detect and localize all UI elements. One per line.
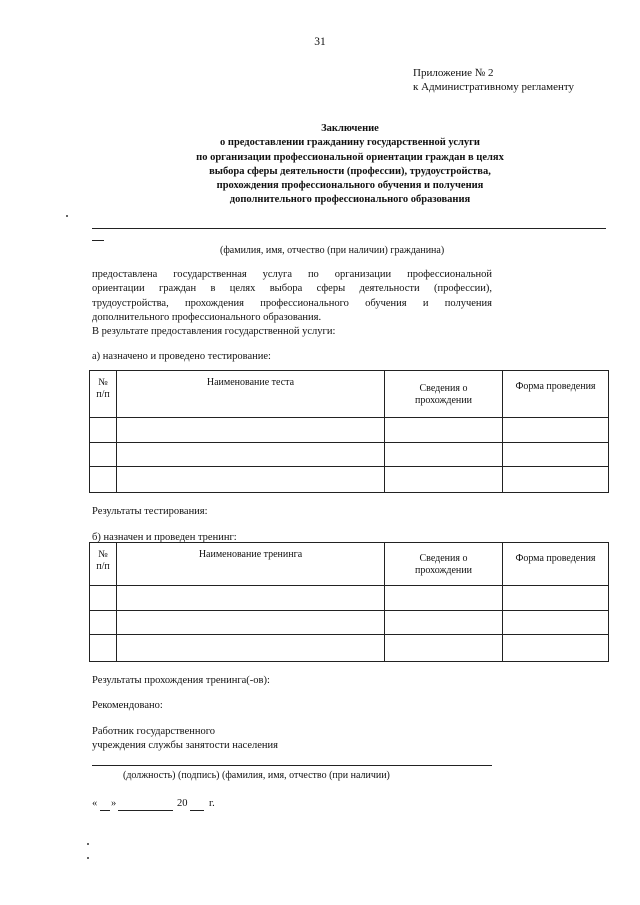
date-year-prefix: 20 (177, 798, 188, 809)
date-year-blank[interactable] (190, 810, 204, 811)
page-number: 31 (314, 36, 326, 48)
signature-caption: (должность) (подпись) (фамилия, имя, отчество (при наличии) (123, 770, 390, 781)
annex-line-1: Приложение № 2 (413, 67, 494, 79)
document-title (150, 122, 550, 208)
testing-table-row (90, 443, 609, 467)
training-header-num-line-2: п/п (96, 561, 110, 572)
training-table-row (90, 611, 609, 635)
table-cell[interactable] (503, 586, 609, 611)
citizen-name-line (92, 228, 606, 229)
testing-table-row (90, 467, 609, 493)
table-cell[interactable] (503, 418, 609, 443)
testing-header-num (90, 371, 117, 418)
table-cell[interactable] (117, 635, 385, 662)
training-header-info-line-1: Сведения о (419, 553, 468, 564)
training-table (89, 542, 609, 662)
testing-table-row (90, 418, 609, 443)
paragraph-line-2: ориентации граждан в целях выбора сферы деятельности (профессии), (92, 283, 492, 295)
employee-block (92, 725, 278, 753)
title-line-1: о предоставлении гражданину государственной услуги (220, 137, 480, 149)
testing-header-name: Наименование теста (117, 371, 385, 418)
title-line-3: выбора сферы деятельности (профессии), трудоустройства, (209, 165, 491, 177)
date-open-quote: « (92, 798, 98, 809)
title-line-4: прохождения профессионального обучения и получения (216, 180, 484, 192)
testing-results-label: Результаты тестирования: (92, 506, 208, 517)
table-cell[interactable] (503, 611, 609, 635)
training-label: б) назначен и проведен тренинг: (92, 532, 237, 543)
table-cell[interactable] (385, 467, 503, 493)
citizen-name-caption: (фамилия, имя, отчество (при наличии) гражданина) (220, 245, 445, 256)
table-cell[interactable] (117, 418, 385, 443)
recommended-label: Рекомендовано: (92, 700, 163, 711)
testing-table-header (90, 371, 609, 418)
table-cell[interactable] (90, 467, 117, 493)
table-cell[interactable] (385, 443, 503, 467)
testing-header-info-line-2: прохождении (415, 395, 472, 406)
testing-header-info-line-1: Сведения о (419, 383, 468, 394)
testing-header-num-line-1: № (98, 377, 108, 388)
annex-header (413, 66, 574, 94)
title-line-5: дополнительного профессионального образования (229, 194, 471, 206)
employee-line-2: учреждения службы занятости населения (92, 740, 278, 751)
training-table-row (90, 586, 609, 611)
table-cell[interactable] (385, 418, 503, 443)
table-cell[interactable] (503, 635, 609, 662)
training-header-num (90, 543, 117, 586)
date-month-blank[interactable] (118, 810, 173, 811)
table-cell[interactable] (90, 635, 117, 662)
table-cell[interactable] (90, 418, 117, 443)
date-close-quote: » (111, 798, 117, 809)
result-intro: В результате предоставления государственной услуги: (92, 326, 336, 338)
scan-speck (87, 857, 89, 859)
signature-line (92, 765, 492, 766)
table-cell[interactable] (503, 443, 609, 467)
scan-speck (87, 843, 89, 845)
date-year-suffix: г. (209, 798, 215, 809)
citizen-name-line-tick (92, 240, 104, 241)
table-cell[interactable] (503, 467, 609, 493)
table-cell[interactable] (117, 443, 385, 467)
paragraph-line-3: трудоустройства, прохождения профессионального обучения и получения (92, 297, 492, 309)
date-day-blank[interactable] (100, 810, 110, 811)
testing-header-num-line-2: п/п (96, 389, 110, 400)
service-paragraph (92, 268, 492, 339)
title-heading: Заключение (321, 123, 379, 134)
testing-table (89, 370, 609, 493)
training-table-row (90, 635, 609, 662)
paragraph-line-4: дополнительного профессионального образования. (92, 311, 322, 323)
testing-header-info (385, 371, 503, 418)
table-cell[interactable] (117, 586, 385, 611)
training-header-form: Форма проведения (503, 543, 609, 586)
training-header-name: Наименование тренинга (117, 543, 385, 586)
table-cell[interactable] (90, 443, 117, 467)
training-header-info (385, 543, 503, 586)
training-results-label: Результаты прохождения тренинга(-ов): (92, 675, 270, 686)
date-line (92, 798, 252, 814)
training-header-num-line-1: № (98, 549, 108, 560)
table-cell[interactable] (385, 611, 503, 635)
table-cell[interactable] (117, 611, 385, 635)
table-cell[interactable] (117, 467, 385, 493)
employee-line-1: Работник государственного (92, 726, 216, 737)
testing-label: а) назначено и проведено тестирование: (92, 351, 271, 362)
table-cell[interactable] (90, 586, 117, 611)
title-line-2: по организации профессиональной ориентации граждан в целях (196, 151, 504, 163)
table-cell[interactable] (90, 611, 117, 635)
training-header-info-line-2: прохождении (415, 565, 472, 576)
testing-header-form: Форма проведения (503, 371, 609, 418)
scan-speck (66, 215, 68, 217)
paragraph-line-1: предоставлена государственная услуга по организации профессиональной (92, 269, 492, 280)
annex-line-2: к Административному регламенту (413, 81, 575, 93)
table-cell[interactable] (385, 586, 503, 611)
table-cell[interactable] (385, 635, 503, 662)
training-table-header (90, 543, 609, 586)
